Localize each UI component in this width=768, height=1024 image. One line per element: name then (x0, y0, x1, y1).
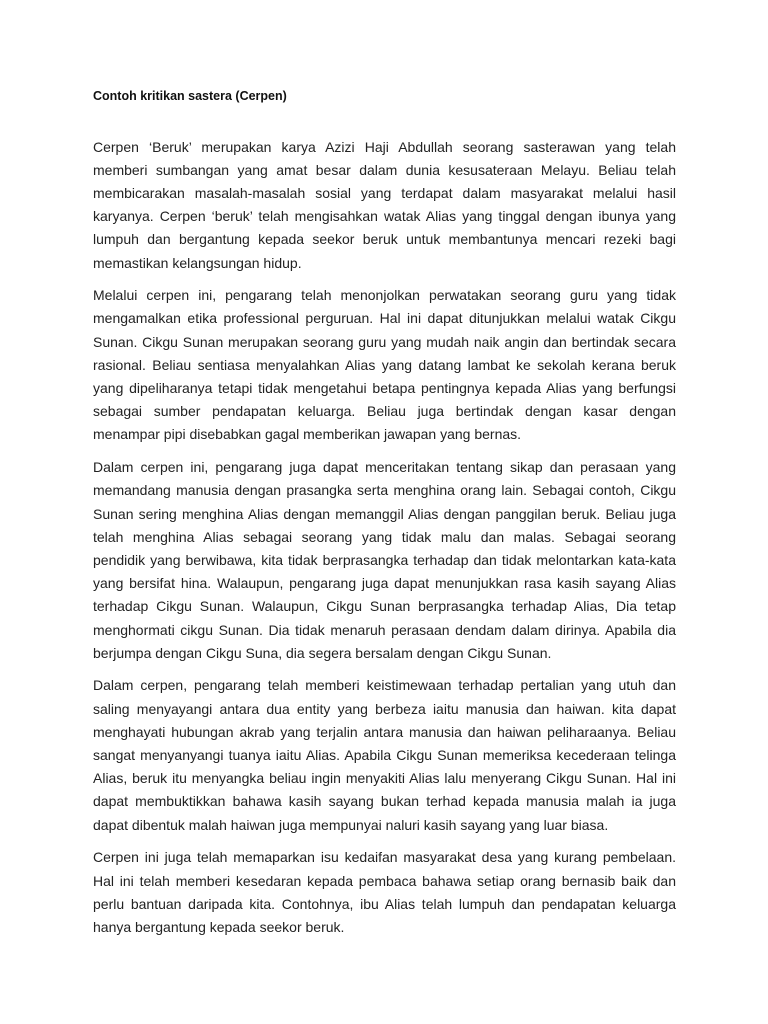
paragraph-line: dapat dibentuk malah haiwan juga mempunyai naluri kasih sayang yang luar biasa. (93, 816, 609, 833)
paragraph-line: lumpuh dan bergantung kepada seekor beruk untuk membantunya mencari rezeki bagi (93, 231, 676, 248)
paragraph-line: rasional. Beliau sentiasa menyalahkan Alias yang datang lambat ke sekolah kerana beruk (93, 356, 676, 373)
paragraph-4 (93, 674, 676, 836)
paragraph-line: membicarakan masalah-masalah sosial yang terdapat dalam masyarakat melalui hasil (93, 184, 676, 201)
paragraph-line: memandang manusia dengan prasangka serta menghina orang lain. Sebagai contoh, Cikgu (93, 482, 676, 499)
document-body (93, 136, 676, 949)
paragraph-line: dapat membuktikkan bahawa kasih sayang bukan terhad kepada manusia malah ia juga (93, 793, 676, 810)
paragraph-5 (93, 846, 676, 939)
paragraph-line: Melalui cerpen ini, pengarang telah menonjolkan perwatakan seorang guru yang tidak (93, 287, 676, 304)
paragraph-line: Alias, beruk itu menyangka beliau ingin menyakiti Alias lalu menyerang Cikgu Sunan. Hal ini (93, 770, 676, 787)
paragraph-2 (93, 284, 676, 446)
paragraph-line: karyanya. Cerpen ‘beruk’ telah mengisahkan watak Alias yang tinggal dengan ibunya yang (93, 208, 676, 225)
paragraph-line: hanya bergantung kepada seekor beruk. (93, 919, 345, 935)
paragraph-line: sebagai sumber pendapatan keluarga. Beliau juga bertindak dengan kasar dengan (93, 403, 676, 420)
paragraph-line: telah menghina Alias sebagai seorang yang tidak malu dan malas. Sebagai seorang (93, 528, 676, 545)
paragraph-line: menghayati hubungan akrab yang terjalin antara manusia dan haiwan peliharaanya. Beliau (93, 723, 676, 740)
paragraph-line: mengamalkan etika professional perguruan. Hal ini dapat ditunjukkan melalui watak Cikgu (93, 310, 676, 327)
paragraph-line: terhadap Cikgu Sunan. Walaupun, Cikgu Sunan berprasangka terhadap Alias, Dia tetap (93, 598, 676, 615)
paragraph-line: Dalam cerpen, pengarang telah memberi keistimewaan terhadap pertalian yang utuh dan (93, 677, 676, 694)
paragraph-line: Sunan. Cikgu Sunan merupakan seorang guru yang mudah naik angin dan bertindak secara (93, 333, 676, 350)
paragraph-line: Hal ini telah memberi kesedaran kepada pembaca bahawa setiap orang bernasib baik dan (93, 872, 676, 889)
paragraph-line: Cerpen ‘Beruk’ merupakan karya Azizi Haji Abdullah seorang sasterawan yang telah (93, 138, 676, 155)
paragraph-line: pendidik yang berwibawa, kita tidak berprasangka terhadap dan tidak melontarkan kata-kata (93, 551, 676, 568)
paragraph-1 (93, 136, 676, 275)
paragraph-3 (93, 456, 676, 665)
paragraph-line: Sunan sering menghina Alias dengan memanggil Alias dengan panggilan beruk. Beliau juga (93, 505, 676, 522)
paragraph-line: yang dipeliharanya tetapi tidak mengetahui betapa pentingnya kepada Alias yang berfungsi (93, 380, 676, 397)
paragraph-line: menampar pipi disebabkan gagal memberikan jawapan yang bernas. (93, 426, 522, 443)
document-title: Contoh kritikan sastera (Cerpen) (93, 89, 287, 103)
paragraph-line: menghormati cikgu Sunan. Dia tidak menaruh perasaan dendam dalam dirinya. Apabila dia (93, 621, 676, 638)
paragraph-line: memberi sumbangan yang amat besar dalam dunia kesusateraan Melayu. Beliau telah (93, 161, 676, 178)
paragraph-line: Dalam cerpen ini, pengarang juga dapat menceritakan tentang sikap dan perasaan yang (93, 459, 676, 476)
paragraph-line: Cerpen ini juga telah memaparkan isu kedaifan masyarakat desa yang kurang pembelaan. (93, 849, 676, 866)
paragraph-line: sangat menyanyangi tuanya iaitu Alias. Apabila Cikgu Sunan memeriksa kecederaan telinga (93, 747, 676, 764)
paragraph-line: berjumpa dengan Cikgu Suna, dia segera bersalam dengan Cikgu Sunan. (93, 644, 552, 661)
paragraph-line: perlu bantuan daripada kita. Contohnya, ibu Alias telah lumpuh dan pendapatan keluarga (93, 895, 676, 912)
paragraph-line: memastikan kelangsungan hidup. (93, 254, 302, 271)
paragraph-line: saling menyayangi antara dua entity yang berbeza iaitu manusia dan haiwan. kita dapat (93, 700, 676, 717)
paragraph-line: yang bersifat hina. Walaupun, pengarang juga dapat menunjukkan rasa kasih sayang Alias (93, 575, 676, 592)
